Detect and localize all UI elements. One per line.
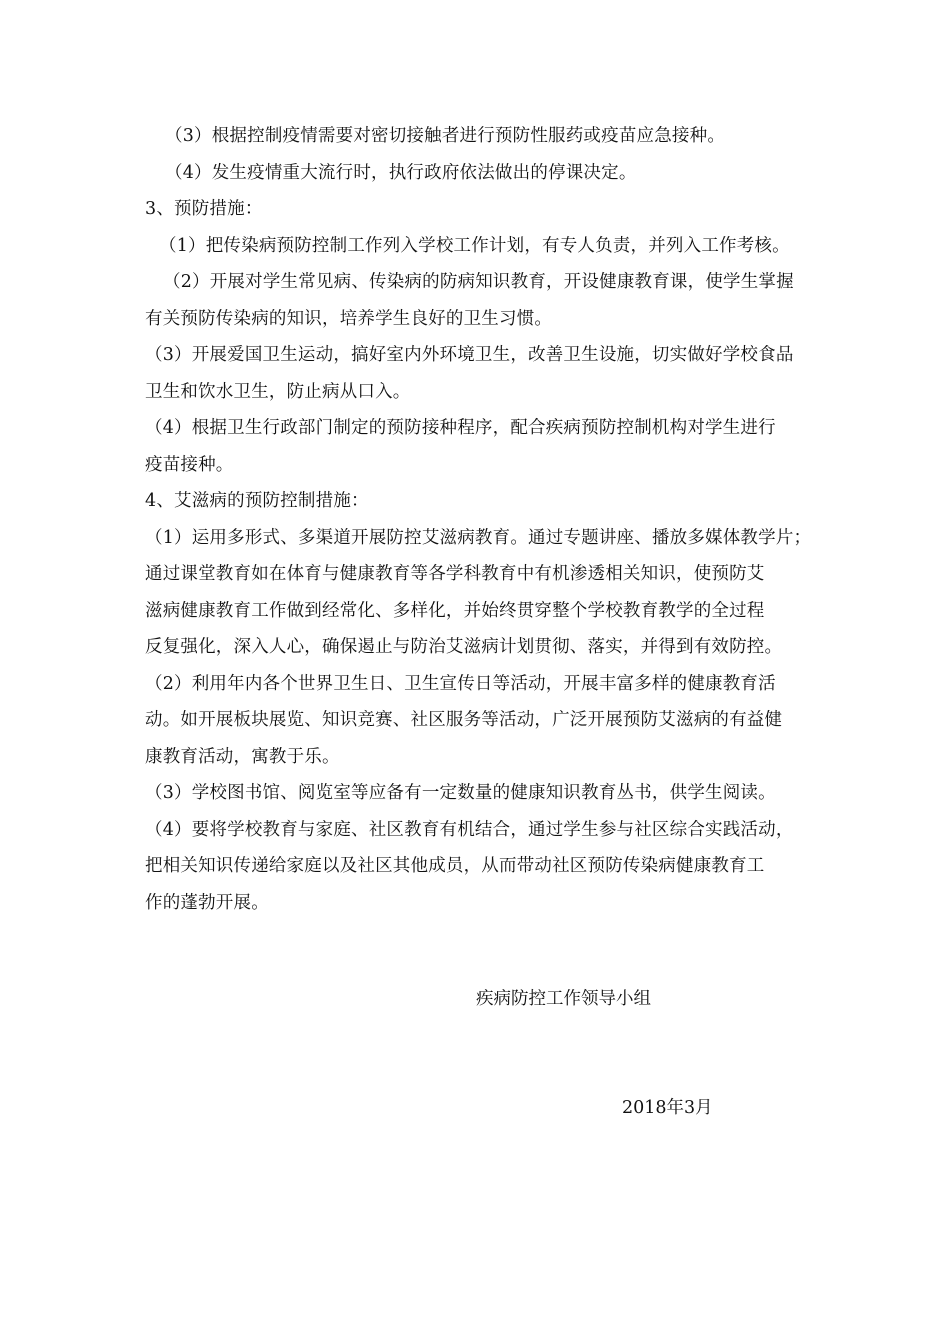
paragraph-line-aids-4b: 把相关知识传递给家庭以及社区其他成员，从而带动社区预防传染病健康教育工 (145, 856, 765, 876)
paragraph-line-aids-2b: 动。如开展板块展览、知识竞赛、社区服务等活动，广泛开展预防艾滋病的有益健 (145, 710, 783, 730)
section-heading-prevention: 3、预防措施： (145, 199, 263, 219)
paragraph-line-aids-3: （3）学校图书馆、阅览室等应备有一定数量的健康知识教育丛书，供学生阅读。 (145, 783, 776, 803)
paragraph-line-prevention-4a: （4）根据卫生行政部门制定的预防接种程序，配合疾病预防控制机构对学生进行 (145, 418, 776, 438)
paragraph-line-prevention-1: （1）把传染病预防控制工作列入学校工作计划，有专人负责，并列入工作考核。 (159, 235, 790, 256)
paragraph-line-prevention-2a: （2）开展对学生常见病、传染病的防病知识教育，开设健康教育课，使学生掌握 (163, 272, 794, 292)
paragraph-line-aids-1b: 通过课堂教育如在体育与健康教育等各学科教育中有机渗透相关知识，使预防艾 (145, 564, 765, 584)
paragraph-line-aids-4a: （4）要将学校教育与家庭、社区教育有机结合，通过学生参与社区综合实践活动， (145, 819, 794, 840)
document-date: 2018年3月 (622, 1098, 713, 1118)
paragraph-line-aids-2a: （2）利用年内各个世界卫生日、卫生宣传日等活动，开展丰富多样的健康教育活 (145, 673, 776, 694)
paragraph-line-prevention-2b: 有关预防传染病的知识，培养学生良好的卫生习惯。 (145, 308, 553, 329)
paragraph-line-aids-1c: 滋病健康教育工作做到经常化、多样化，并始终贯穿整个学校教育教学的全过程 (145, 600, 765, 621)
document-body (145, 118, 825, 921)
paragraph-line-prevention-3a: （3）开展爱国卫生运动，搞好室内外环境卫生，改善卫生设施，切实做好学校食品 (145, 345, 794, 365)
paragraph-line-aids-1d: 反复强化，深入人心，确保遏止与防治艾滋病计划贯彻、落实，并得到有效防控。 (145, 637, 783, 657)
section-heading-aids: 4、艾滋病的预防控制措施： (145, 491, 369, 511)
paragraph-line-prevention-3b: 卫生和饮水卫生，防止病从口入。 (145, 381, 411, 402)
paragraph-line-prevention-4b: 疫苗接种。 (145, 454, 234, 475)
paragraph-line-aids-1a: （1）运用多形式、多渠道开展防控艾滋病教育。通过专题讲座、播放多媒体教学片； (145, 527, 812, 548)
signature-organization: 疾病防控工作领导小组 (476, 989, 651, 1009)
paragraph-line-aids-4c: 作的蓬勃开展。 (145, 892, 269, 913)
paragraph-line-3-4: （4）发生疫情重大流行时，执行政府依法做出的停课决定。 (165, 162, 637, 183)
paragraph-line-3-3: （3）根据控制疫情需要对密切接触者进行预防性服药或疫苗应急接种。 (165, 126, 726, 146)
paragraph-line-aids-2c: 康教育活动，寓教于乐。 (145, 746, 340, 767)
